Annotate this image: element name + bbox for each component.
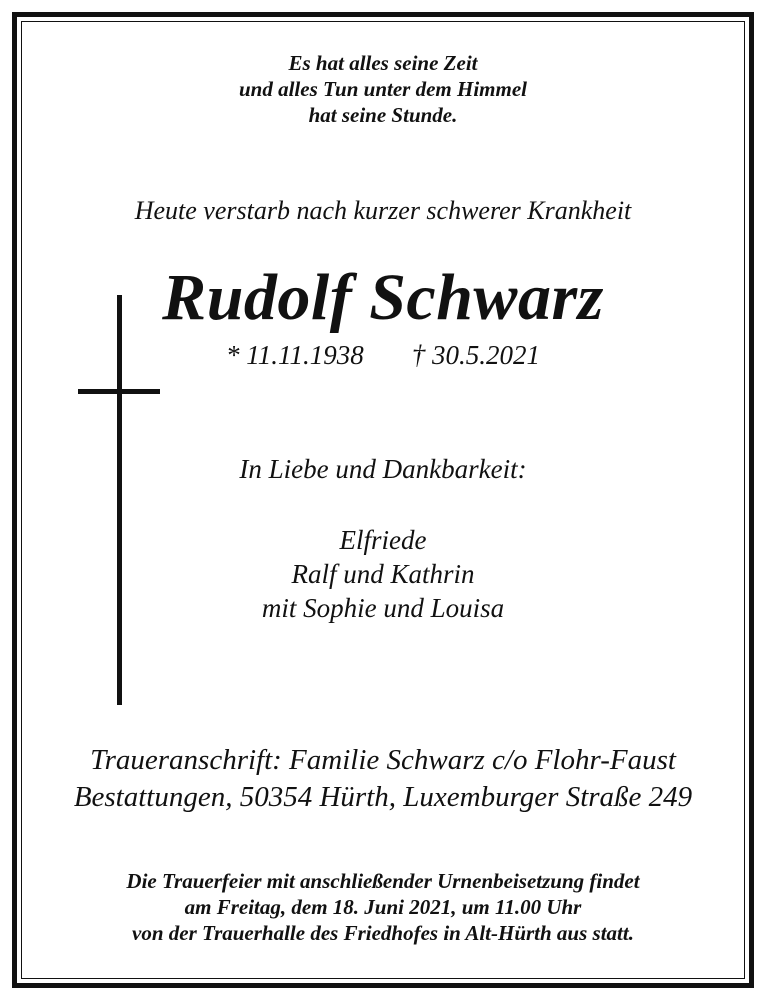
address-line-2: Bestattungen, 50354 Hürth, Luxemburger Straße 249 <box>73 781 693 813</box>
dedication-line: In Liebe und Dankbarkeit: <box>239 454 527 484</box>
motto-line-2: und alles Tun unter dem Himmel <box>238 77 527 101</box>
cross-icon-horizontal-bar <box>78 389 160 394</box>
family-names <box>0 523 766 625</box>
motto-line-1: Es hat alles seine Zeit <box>288 51 478 75</box>
service-line-1: Die Trauerfeier mit anschließender Urnenbeisetzung findet <box>126 869 640 893</box>
service-line-2: am Freitag, dem 18. Juni 2021, um 11.00 Uhr <box>184 895 582 919</box>
address-line-1: Traueranschrift: Familie Schwarz c/o Flohr-Faust <box>90 744 676 776</box>
motto-verse <box>0 50 766 128</box>
mourning-address <box>0 742 766 816</box>
birth-date: * 11.11.1938 <box>226 340 364 370</box>
deceased-name: Rudolf Schwarz <box>162 261 604 334</box>
death-date: † 30.5.2021 <box>411 340 540 370</box>
service-line-3: von der Trauerhalle des Friedhofes in Alt-Hürth aus statt. <box>132 921 634 945</box>
funeral-service-info <box>0 868 766 946</box>
announcement-intro: Heute verstarb nach kurzer schwerer Krankheit <box>134 196 632 225</box>
inner-border <box>21 21 745 979</box>
life-dates <box>0 338 766 372</box>
cross-icon-vertical-bar <box>117 295 122 705</box>
family-line-1: Elfriede <box>339 525 427 555</box>
family-line-2: Ralf und Kathrin <box>291 559 475 589</box>
motto-line-3: hat seine Stunde. <box>308 103 458 127</box>
family-line-3: mit Sophie und Louisa <box>261 593 505 623</box>
